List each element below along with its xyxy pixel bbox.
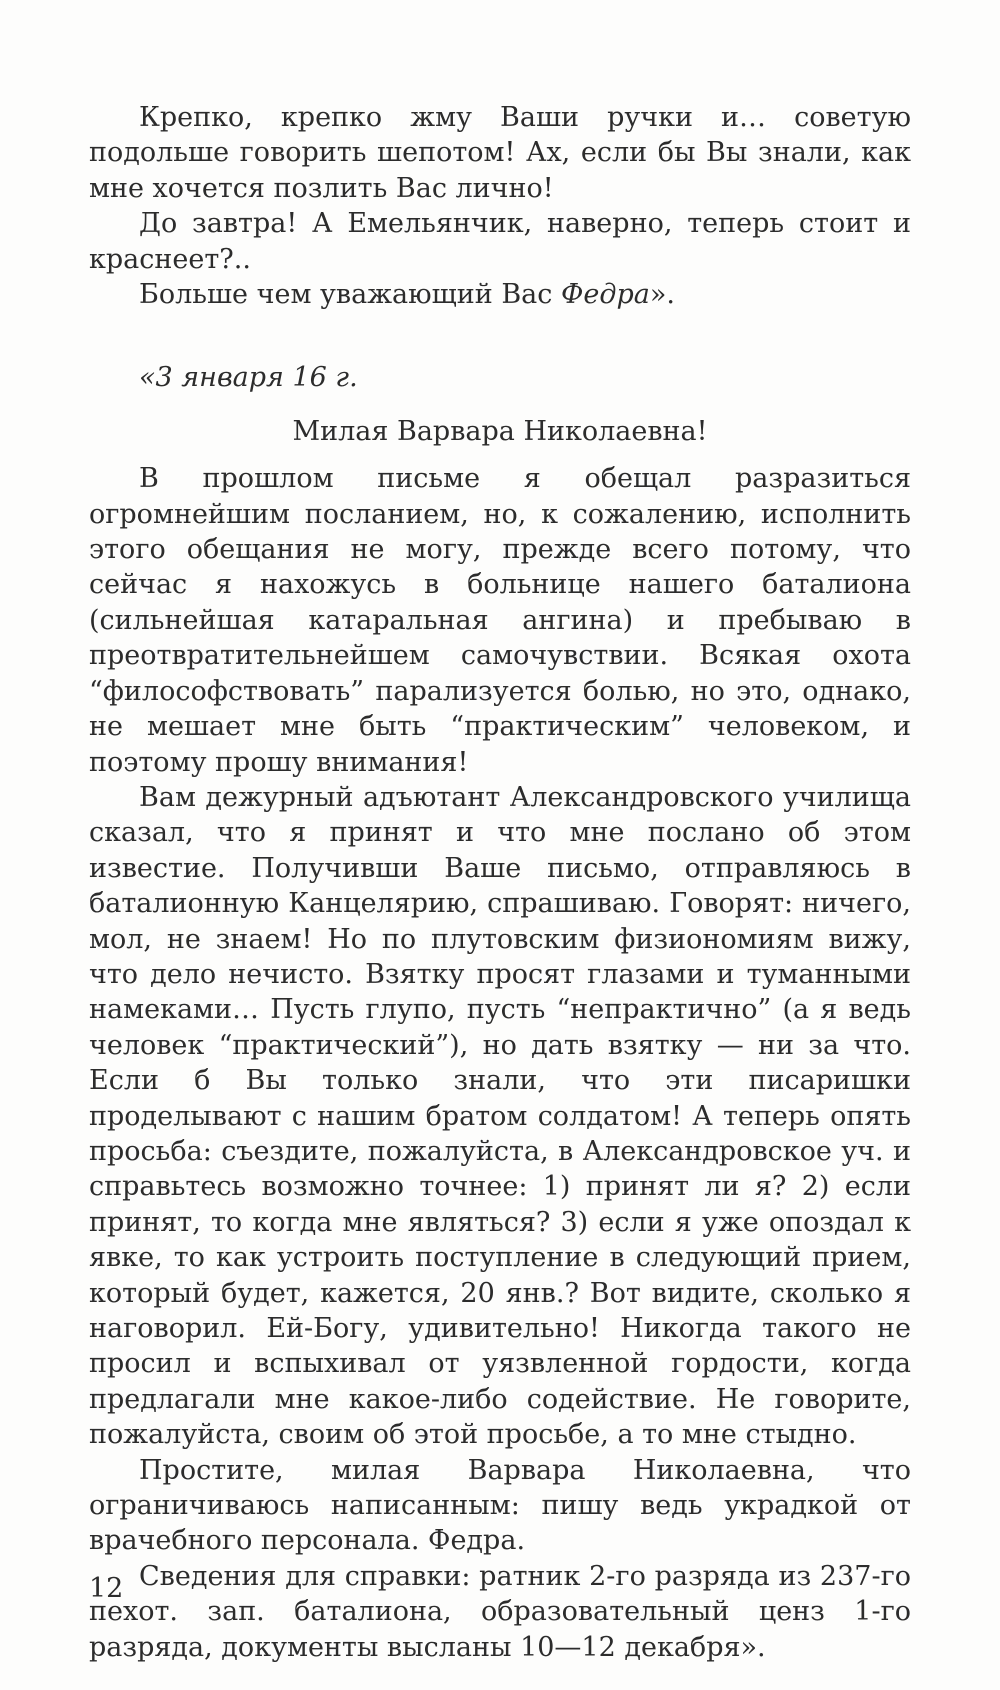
closing-quote: ».: [649, 279, 675, 311]
letter2-paragraph-4: Сведения для справки: ратник 2-го разряда из 237-го пехот. зап. баталиона, образовательный ценз 1-го разряда, документы высланы 10—12 декабря».: [89, 1560, 911, 1663]
page-number: 12: [89, 1573, 124, 1604]
page-body: [89, 100, 911, 1665]
letter1-paragraph-2: До завтра! А Емельянчик, наверно, теперь стоит и краснеет?..: [89, 208, 911, 275]
signature: Федра: [560, 279, 650, 311]
letter1-closing: [89, 277, 911, 312]
letter2-paragraph-2: Вам дежурный адъютант Александровского училища сказал, что я принят и что мне послано об этом известие. Получивши Ваше письмо, отправляюсь в баталионную Канцелярию, спрашиваю. Говорят: ничего, мол, не знаем! Но по плутовским физиономиям вижу, что дело нечисто. Взятку просят глазами и туманными намеками… Пусть глупо, пусть “непрактично” (а я ведь человек “практический”), но дать взятку — ни за что. Если б Вы только знали, что эти писаришки проделывают с нашим братом солдатом! А теперь опять просьба: съездите, пожалуйста, в Александровское уч. и справьтесь возможно точнее: 1) принят ли я? 2) если принят, то когда мне являться? 3) если я уже опоздал к явке, то как устроить поступление в следующий прием, который будет, кажется, 20 янв.? Вот видите, сколько я наговорил. Ей-Богу, удивительно! Никогда такого не просил и вспыхивал от уязвленной гордости, когда предлагали мне какое-либо содействие. Не говорите, пожалуйста, своим об этой просьбе, а то мне стыдно.: [89, 781, 911, 1451]
letter1-paragraph-1: Крепко, крепко жму Ваши ручки и… советую подольше говорить шепотом! Ах, если бы Вы знали, как мне хочется позлить Вас лично!: [89, 102, 911, 204]
letter2-paragraph-3: Простите, милая Варвара Николаевна, что ограничиваюсь написанным: пишу ведь украдкой от врачебного персонала. Федра.: [89, 1454, 911, 1557]
letter-date: «3 января 16 г.: [139, 362, 358, 394]
closing-text: Больше чем уважающий Вас: [139, 279, 553, 311]
letter2-paragraph-1: В прошлом письме я обещал разразиться огромнейшим посланием, но, к сожалению, исполнить этого обещания не могу, прежде всего потому, что сейчас я нахожусь в больнице нашего баталиона (сильнейшая катаральная ангина) и пребываю в преотвратительнейшем самочувствии. Всякая охота “философствовать” парализуется болью, но это, однако, не мешает мне быть “практическим” человеком, и поэтому прошу внимания!: [89, 463, 911, 778]
letter-salutation: Милая Варвара Николаевна!: [292, 415, 708, 447]
